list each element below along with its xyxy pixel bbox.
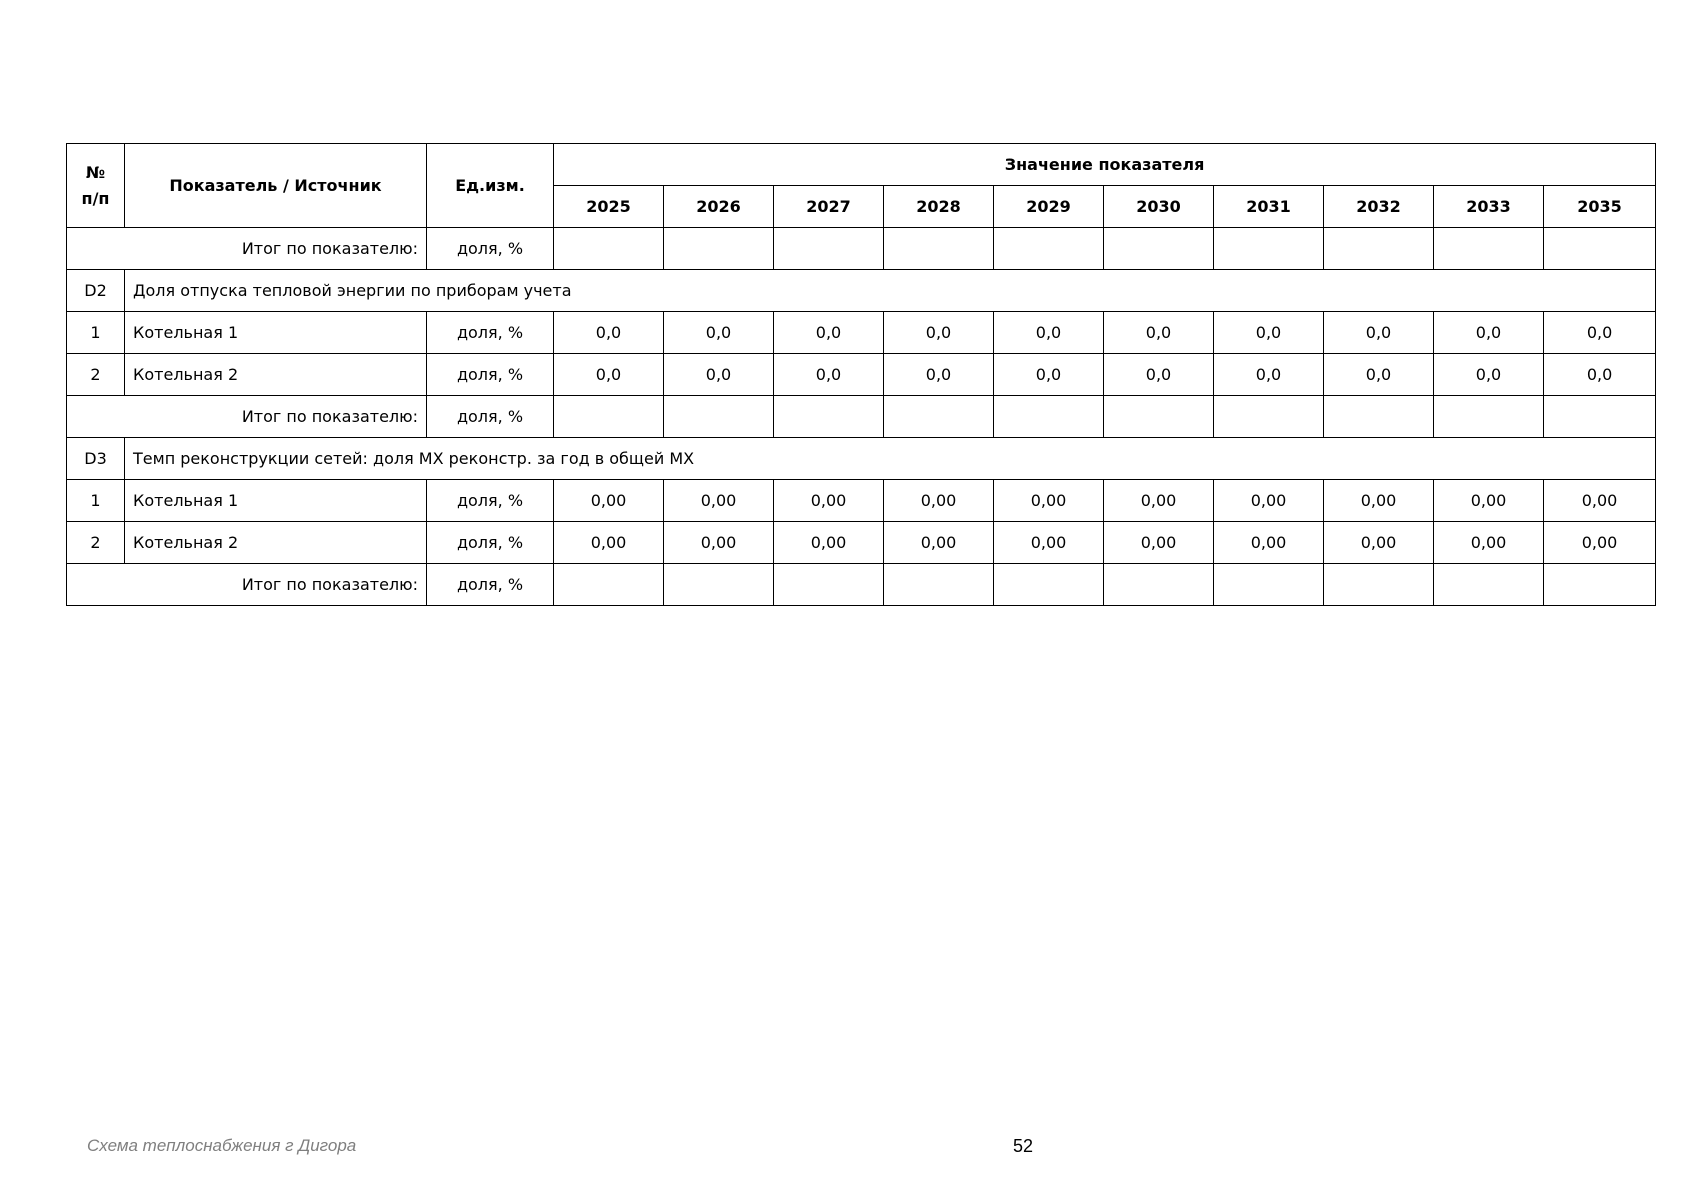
value-cell: [1544, 228, 1656, 270]
value-cell: 0,00: [1104, 480, 1214, 522]
total-row: [67, 396, 1656, 438]
source-name: Котельная 2: [125, 354, 427, 396]
col-header-value-group: Значение показателя: [554, 144, 1656, 186]
value-cell: 0,00: [994, 522, 1104, 564]
col-header-year: 2027: [774, 186, 884, 228]
unit-cell: доля, %: [427, 228, 554, 270]
col-header-year: 2033: [1434, 186, 1544, 228]
value-cell: 0,00: [884, 522, 994, 564]
value-cell: 0,00: [1324, 480, 1434, 522]
value-cell: 0,0: [994, 354, 1104, 396]
value-cell: 0,00: [1544, 480, 1656, 522]
value-cell: 0,00: [1214, 522, 1324, 564]
table-header: [67, 144, 1656, 228]
value-cell: [774, 564, 884, 606]
value-cell: [664, 396, 774, 438]
value-cell: 0,0: [1434, 354, 1544, 396]
value-cell: [554, 228, 664, 270]
col-header-year: 2029: [994, 186, 1104, 228]
table-body: [67, 228, 1656, 606]
value-cell: [1214, 228, 1324, 270]
value-cell: [554, 396, 664, 438]
value-cell: 0,00: [1214, 480, 1324, 522]
value-cell: 0,0: [1434, 312, 1544, 354]
col-header-year: 2025: [554, 186, 664, 228]
col-header-year: 2028: [884, 186, 994, 228]
total-label: Итог по показателю:: [67, 228, 427, 270]
value-cell: 0,0: [554, 312, 664, 354]
page-number: 52: [1013, 1136, 1034, 1156]
col-header-number-line1: №: [85, 162, 106, 182]
value-cell: [884, 228, 994, 270]
col-header-year: 2030: [1104, 186, 1214, 228]
section-title: Доля отпуска тепловой энергии по приборам учета: [125, 270, 1656, 312]
unit-cell: доля, %: [427, 522, 554, 564]
value-cell: [1544, 564, 1656, 606]
source-name: Котельная 1: [125, 312, 427, 354]
unit-cell: доля, %: [427, 480, 554, 522]
row-number: 2: [67, 522, 125, 564]
value-cell: 0,00: [664, 480, 774, 522]
total-row: [67, 228, 1656, 270]
col-header-year: 2035: [1544, 186, 1656, 228]
value-cell: [1104, 228, 1214, 270]
col-header-year: 2032: [1324, 186, 1434, 228]
value-cell: 0,00: [1104, 522, 1214, 564]
value-cell: [1104, 564, 1214, 606]
value-cell: 0,0: [884, 354, 994, 396]
value-cell: [1324, 564, 1434, 606]
value-cell: [664, 228, 774, 270]
value-cell: 0,00: [884, 480, 994, 522]
value-cell: 0,00: [554, 522, 664, 564]
value-cell: 0,0: [884, 312, 994, 354]
col-header-indicator: Показатель / Источник: [125, 144, 427, 228]
value-cell: 0,0: [994, 312, 1104, 354]
section-title: Темп реконструкции сетей: доля МХ реконстр. за год в общей МХ: [125, 438, 1656, 480]
section-row: [67, 438, 1656, 480]
value-cell: 0,00: [774, 480, 884, 522]
col-header-year: 2026: [664, 186, 774, 228]
unit-cell: доля, %: [427, 354, 554, 396]
total-label: Итог по показателю:: [67, 396, 427, 438]
value-cell: 0,0: [664, 312, 774, 354]
value-cell: 0,00: [994, 480, 1104, 522]
unit-cell: доля, %: [427, 312, 554, 354]
value-cell: [994, 564, 1104, 606]
value-cell: 0,00: [1434, 480, 1544, 522]
value-cell: [1434, 396, 1544, 438]
value-cell: [994, 396, 1104, 438]
row-number: 2: [67, 354, 125, 396]
unit-cell: доля, %: [427, 564, 554, 606]
value-cell: [1434, 228, 1544, 270]
value-cell: 0,00: [774, 522, 884, 564]
unit-cell: доля, %: [427, 396, 554, 438]
value-cell: [1104, 396, 1214, 438]
total-label: Итог по показателю:: [67, 564, 427, 606]
value-cell: [1434, 564, 1544, 606]
value-cell: 0,00: [1324, 522, 1434, 564]
value-cell: 0,0: [1324, 312, 1434, 354]
indicator-table: [66, 143, 1656, 606]
section-code: D2: [67, 270, 125, 312]
value-cell: [1214, 396, 1324, 438]
row-number: 1: [67, 480, 125, 522]
value-cell: 0,0: [1104, 354, 1214, 396]
table-row: [67, 312, 1656, 354]
value-cell: [774, 228, 884, 270]
value-cell: [664, 564, 774, 606]
value-cell: [1324, 396, 1434, 438]
section-row: [67, 270, 1656, 312]
value-cell: [1324, 228, 1434, 270]
value-cell: [774, 396, 884, 438]
table-row: [67, 480, 1656, 522]
col-header-number: [67, 144, 125, 228]
value-cell: [994, 228, 1104, 270]
value-cell: 0,00: [1434, 522, 1544, 564]
value-cell: [1544, 396, 1656, 438]
value-cell: [884, 396, 994, 438]
value-cell: [1214, 564, 1324, 606]
value-cell: 0,0: [1214, 312, 1324, 354]
value-cell: 0,00: [1544, 522, 1656, 564]
source-name: Котельная 2: [125, 522, 427, 564]
value-cell: 0,0: [774, 354, 884, 396]
value-cell: 0,0: [1544, 354, 1656, 396]
col-header-number-line2: п/п: [81, 188, 110, 208]
row-number: 1: [67, 312, 125, 354]
col-header-unit: Ед.изм.: [427, 144, 554, 228]
table-row: [67, 522, 1656, 564]
section-code: D3: [67, 438, 125, 480]
value-cell: 0,0: [664, 354, 774, 396]
source-name: Котельная 1: [125, 480, 427, 522]
value-cell: 0,00: [554, 480, 664, 522]
value-cell: [884, 564, 994, 606]
value-cell: 0,0: [1544, 312, 1656, 354]
footer-document-title: Схема теплоснабжения г Дигора: [87, 1136, 357, 1155]
value-cell: 0,0: [554, 354, 664, 396]
value-cell: 0,0: [774, 312, 884, 354]
value-cell: 0,00: [664, 522, 774, 564]
value-cell: 0,0: [1214, 354, 1324, 396]
total-row: [67, 564, 1656, 606]
value-cell: [554, 564, 664, 606]
value-cell: 0,0: [1104, 312, 1214, 354]
table-row: [67, 354, 1656, 396]
col-header-year: 2031: [1214, 186, 1324, 228]
value-cell: 0,0: [1324, 354, 1434, 396]
